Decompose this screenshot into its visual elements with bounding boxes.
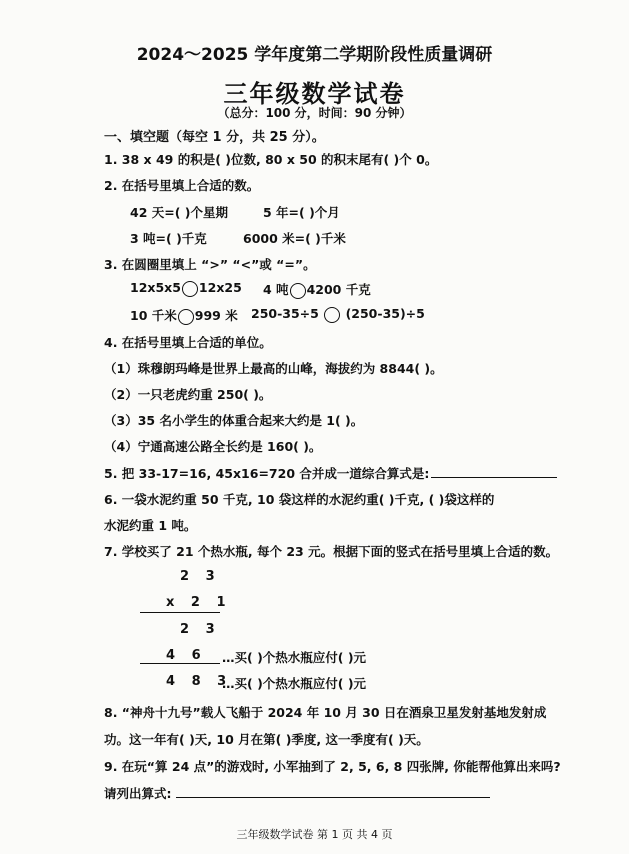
section-heading: 一、填空题（每空 1 分，共 25 分）。 (104, 130, 325, 145)
question-9-line2 (104, 784, 490, 802)
question-4-item3: （3）35 名小学生的体重合起来大约是 1( )。 (104, 413, 364, 428)
compare-b-right: 4200 千克 (306, 282, 371, 297)
exam-title: 2024～2025 学年度第二学期阶段性质量调研 (136, 45, 493, 65)
question-2-row1b: 5 年=( )个月 (263, 205, 340, 220)
exam-subtitle: 三年级数学试卷 (223, 80, 406, 108)
question-3: 3. 在圆圈里填上 “>” “<”或 “=”。 (104, 257, 316, 272)
question-8-line2: 功。这一年有( )天, 10 月在第( )季度, 这一季度有( )天。 (104, 732, 429, 747)
question-5-text: 5. 把 33-17=16, 45x16=720 合并成一道综合算式是: (104, 466, 430, 481)
compare-row-a (130, 280, 242, 297)
question-2-row1a: 42 天=( )个星期 (130, 205, 228, 220)
question-2-row2b: 6000 米=( )千米 (243, 231, 346, 246)
question-6-line2: 水泥约重 1 吨。 (104, 518, 197, 533)
vertical-calc-divider (140, 663, 220, 664)
compare-d-left: 250-35÷5 (251, 306, 319, 321)
vertical-calc-row2: x 2 1 (166, 595, 232, 610)
question-4-item1: （1）珠穆朗玛峰是世界上最高的山峰，海拔约为 8844( )。 (104, 361, 443, 376)
question-4: 4. 在括号里填上合适的单位。 (104, 335, 272, 350)
compare-row-c (130, 306, 238, 325)
question-5 (104, 464, 557, 482)
vertical-calc-note1: …买( )个热水瓶应付( )元 (222, 650, 367, 665)
compare-circle-icon[interactable] (290, 283, 306, 299)
question-1: 1. 38 x 49 的积是( )位数, 80 x 50 的积末尾有( )个 0。 (104, 152, 438, 167)
question-9-line1: 9. 在玩“算 24 点”的游戏时, 小军抽到了 2, 5, 6, 8 四张牌, 你能帮他算出来吗? (104, 759, 561, 774)
answer-line[interactable] (431, 465, 557, 478)
compare-d-right: (250-35)÷5 (345, 306, 425, 321)
vertical-calc-row3: 2 3 (180, 622, 221, 637)
exam-info: （总分：100 分，时间：90 分钟） (217, 106, 412, 120)
compare-row-b (263, 280, 371, 299)
vertical-calc-row5: 4 8 3 (166, 674, 233, 689)
question-9-prompt: 请列出算式: (104, 786, 172, 801)
compare-c-left: 10 千米 (130, 308, 177, 323)
answer-line[interactable] (176, 785, 490, 798)
vertical-calc-row4: 4 6 (166, 648, 207, 663)
compare-c-right: 999 米 (194, 308, 238, 323)
compare-a-right: 12x25 (198, 280, 242, 295)
vertical-calc-row1: 2 3 (180, 569, 221, 584)
question-8-line1: 8. “神舟十九号”载人飞船于 2024 年 10 月 30 日在酒泉卫星发射基地发射成 (104, 705, 547, 720)
page-footer: 三年级数学试卷 第 1 页 共 4 页 (236, 828, 393, 841)
question-7: 7. 学校买了 21 个热水瓶, 每个 23 元。根据下面的竖式在括号里填上合适的数。 (104, 544, 559, 559)
question-4-item2: （2）一只老虎约重 250( )。 (104, 387, 272, 402)
question-2: 2. 在括号里填上合适的数。 (104, 178, 260, 193)
question-6-line1: 6. 一袋水泥约重 50 千克, 10 袋这样的水泥约重( )千克, ( )袋这样的 (104, 492, 495, 507)
compare-circle-icon[interactable] (178, 309, 194, 325)
compare-circle-icon[interactable] (324, 307, 340, 323)
compare-row-d (251, 306, 425, 323)
question-2-row2a: 3 吨=( )千克 (130, 231, 207, 246)
vertical-calc-note2: …买( )个热水瓶应付( )元 (222, 676, 367, 691)
compare-circle-icon[interactable] (182, 281, 198, 297)
question-4-item4: （4）宁通高速公路全长约是 160( )。 (104, 439, 322, 454)
compare-a-left: 12x5x5 (130, 280, 181, 295)
compare-b-left: 4 吨 (263, 282, 289, 297)
vertical-calc-divider (140, 612, 220, 613)
